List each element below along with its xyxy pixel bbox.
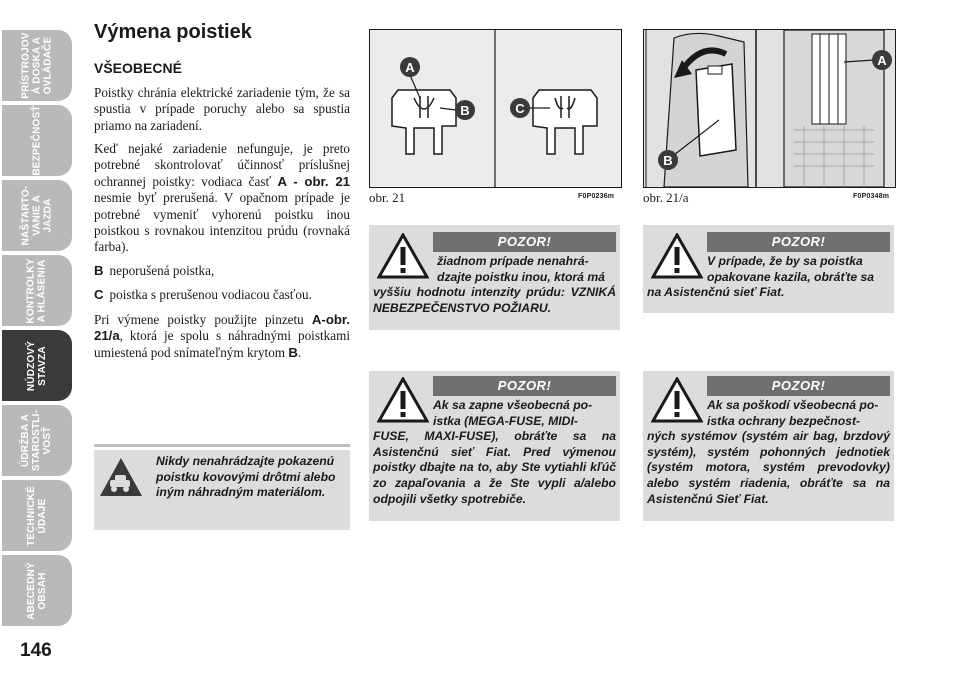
tab-label: TECHNICKÉ ÚDAJE [25,485,48,546]
warning-box [369,371,620,521]
svg-text:B: B [663,153,673,168]
tab-label: PRÍSTROJOV Á DOSKA A OVLÁDAČE [20,32,54,99]
warning-heading: POZOR! [707,376,890,396]
page-title: Výmena poistiek [94,21,252,43]
callout-c [510,98,530,118]
paragraph-text: . [297,344,302,360]
list-item [94,287,350,303]
warning-box [643,225,894,313]
warning-line: Ak sa zapne všeobecná po- [433,398,593,412]
figure-caption: obr. 21/a [643,190,689,205]
page-number: 146 [20,640,52,661]
warning-text [373,398,616,507]
note-text: Nikdy nenahrádzajte pokazenú poistku kovovými drôtmi alebo iným náhradným materiálom. [156,454,336,500]
tab-label: ÚDRŽBA A STAROSTLI- VOSŤ [20,409,54,472]
warning-text [647,398,890,507]
figure-code: F0P0236m [578,193,615,200]
warning-heading: POZOR! [707,232,890,252]
figure-reference: A-obr. 21/a [94,311,350,344]
tab-bezpecnost[interactable] [2,105,72,176]
tab-label: BEZPEČNOSŤ [31,105,43,176]
tab-nastartovanie[interactable] [2,180,72,251]
paragraph-text: nesmie byť prerušená. V opačnom prípade je potrebné vymeniť vyhorenú poistku inou poistkou s rovnakou intenzitou prúdu (rovnaká farba). [94,190,350,255]
warning-line: dzajte poistku inou, ktorá má [437,269,605,284]
warning-line: istka (MEGA-FUSE, MIDI- [433,413,578,428]
warning-heading: POZOR! [433,232,616,252]
callout-b [658,150,678,170]
tab-pristrojova-doska[interactable] [2,30,72,101]
tab-technicke-udaje[interactable] [2,480,72,551]
section-heading: VŠEOBECNÉ [94,60,182,77]
note-box [94,450,350,530]
figure-caption: obr. 21 [369,190,406,205]
warning-line: ných systémov (systém air bag, brzdový systém), systém pohonných jednotiek (systém motora, systém prevodovky) alebo systém riadenia, obráťte sa na Asistenčnú Sieť Fiat. [647,429,890,506]
paragraph-tweezers [94,312,350,361]
svg-text:A: A [405,60,415,75]
list-letter: B [94,262,104,278]
svg-text:B: B [460,103,470,118]
tab-label: NÚDZOVÝ STAVZA [25,340,48,391]
warning-text [647,254,890,301]
tab-label: KONTROLKY A HLÁSENIA [25,257,48,324]
figure-code: F0P0348m [853,193,890,200]
callout-a [872,50,892,70]
figure-fuse-box [643,29,896,188]
note-divider [94,444,350,447]
warning-text [373,254,616,316]
warning-line: žiadnom prípade nenahrá- [437,254,589,268]
paragraph-text: , ktorá je spolu s náhradnými poistkami umiestená pod snímateľným krytom [94,328,350,360]
svg-text:C: C [515,101,525,116]
figure-fuses [369,29,622,188]
warning-heading: POZOR! [433,376,616,396]
list-text: poistka s prerušenou vodiacou časťou. [109,287,312,303]
tab-label: NAŠTARTO- VANIE A JAZDA [20,185,54,246]
callout-b [455,100,475,120]
figure-reference: B [288,344,298,360]
warning-line: istka ochrany bezpečnost- [707,413,861,428]
warning-line: opakovane kazila, obráťte sa [707,269,875,284]
list-text: neporušená poistka, [109,262,215,278]
warning-line: FUSE, MAXI-FUSE), obráťte sa na Asistenčnú sieť Fiat. Pred výmenou poistky dbajte na to, aby Ste vytiahli kľúč zo zapaľovania a že Ste vypli a/alebo odpojili všetky spotrebiče. [373,429,616,506]
tab-udrzba[interactable] [2,405,72,476]
warning-box [369,225,620,330]
car-warning-icon [98,456,144,503]
main-text-column [94,21,351,368]
warning-line: V prípade, že by sa poistka [707,254,863,268]
list-item [94,263,350,279]
warning-box [643,371,894,521]
callout-a [400,57,420,77]
warning-line: na Asistenčnú sieť Fiat. [647,285,785,300]
paragraph-text: Pri výmene poistky použijte pinzetu [94,311,312,327]
paragraph-check [94,141,350,256]
paragraph-text: Keď nejaké zariadenie nefunguje, je preto potrebné skontrolovať účinnosť príslušnej ochrannej poistky: vodiaca časť [94,141,350,189]
list-letter: C [94,287,104,303]
svg-text:A: A [877,53,887,68]
tab-nudzovy-stav[interactable] [2,330,72,401]
tab-kontrolky[interactable] [2,255,72,326]
warning-line: vyššiu hodnotu intenzity prúdu: VZNIKÁ NEBEZPEČENSTVO POŽIARU. [373,285,616,315]
tab-label: ABECEDNÝ OBSAH [26,561,48,620]
tab-abecedny-obsah[interactable] [2,555,72,626]
figure-reference: A - obr. 21 [277,173,351,189]
warning-line: Ak sa poškodí všeobecná po- [707,398,879,412]
paragraph-intro: Poistky chránia elektrické zariadenie tým, že sa spustia v prípade poruchy alebo sa spustia priamo na zariadení. [94,84,350,133]
